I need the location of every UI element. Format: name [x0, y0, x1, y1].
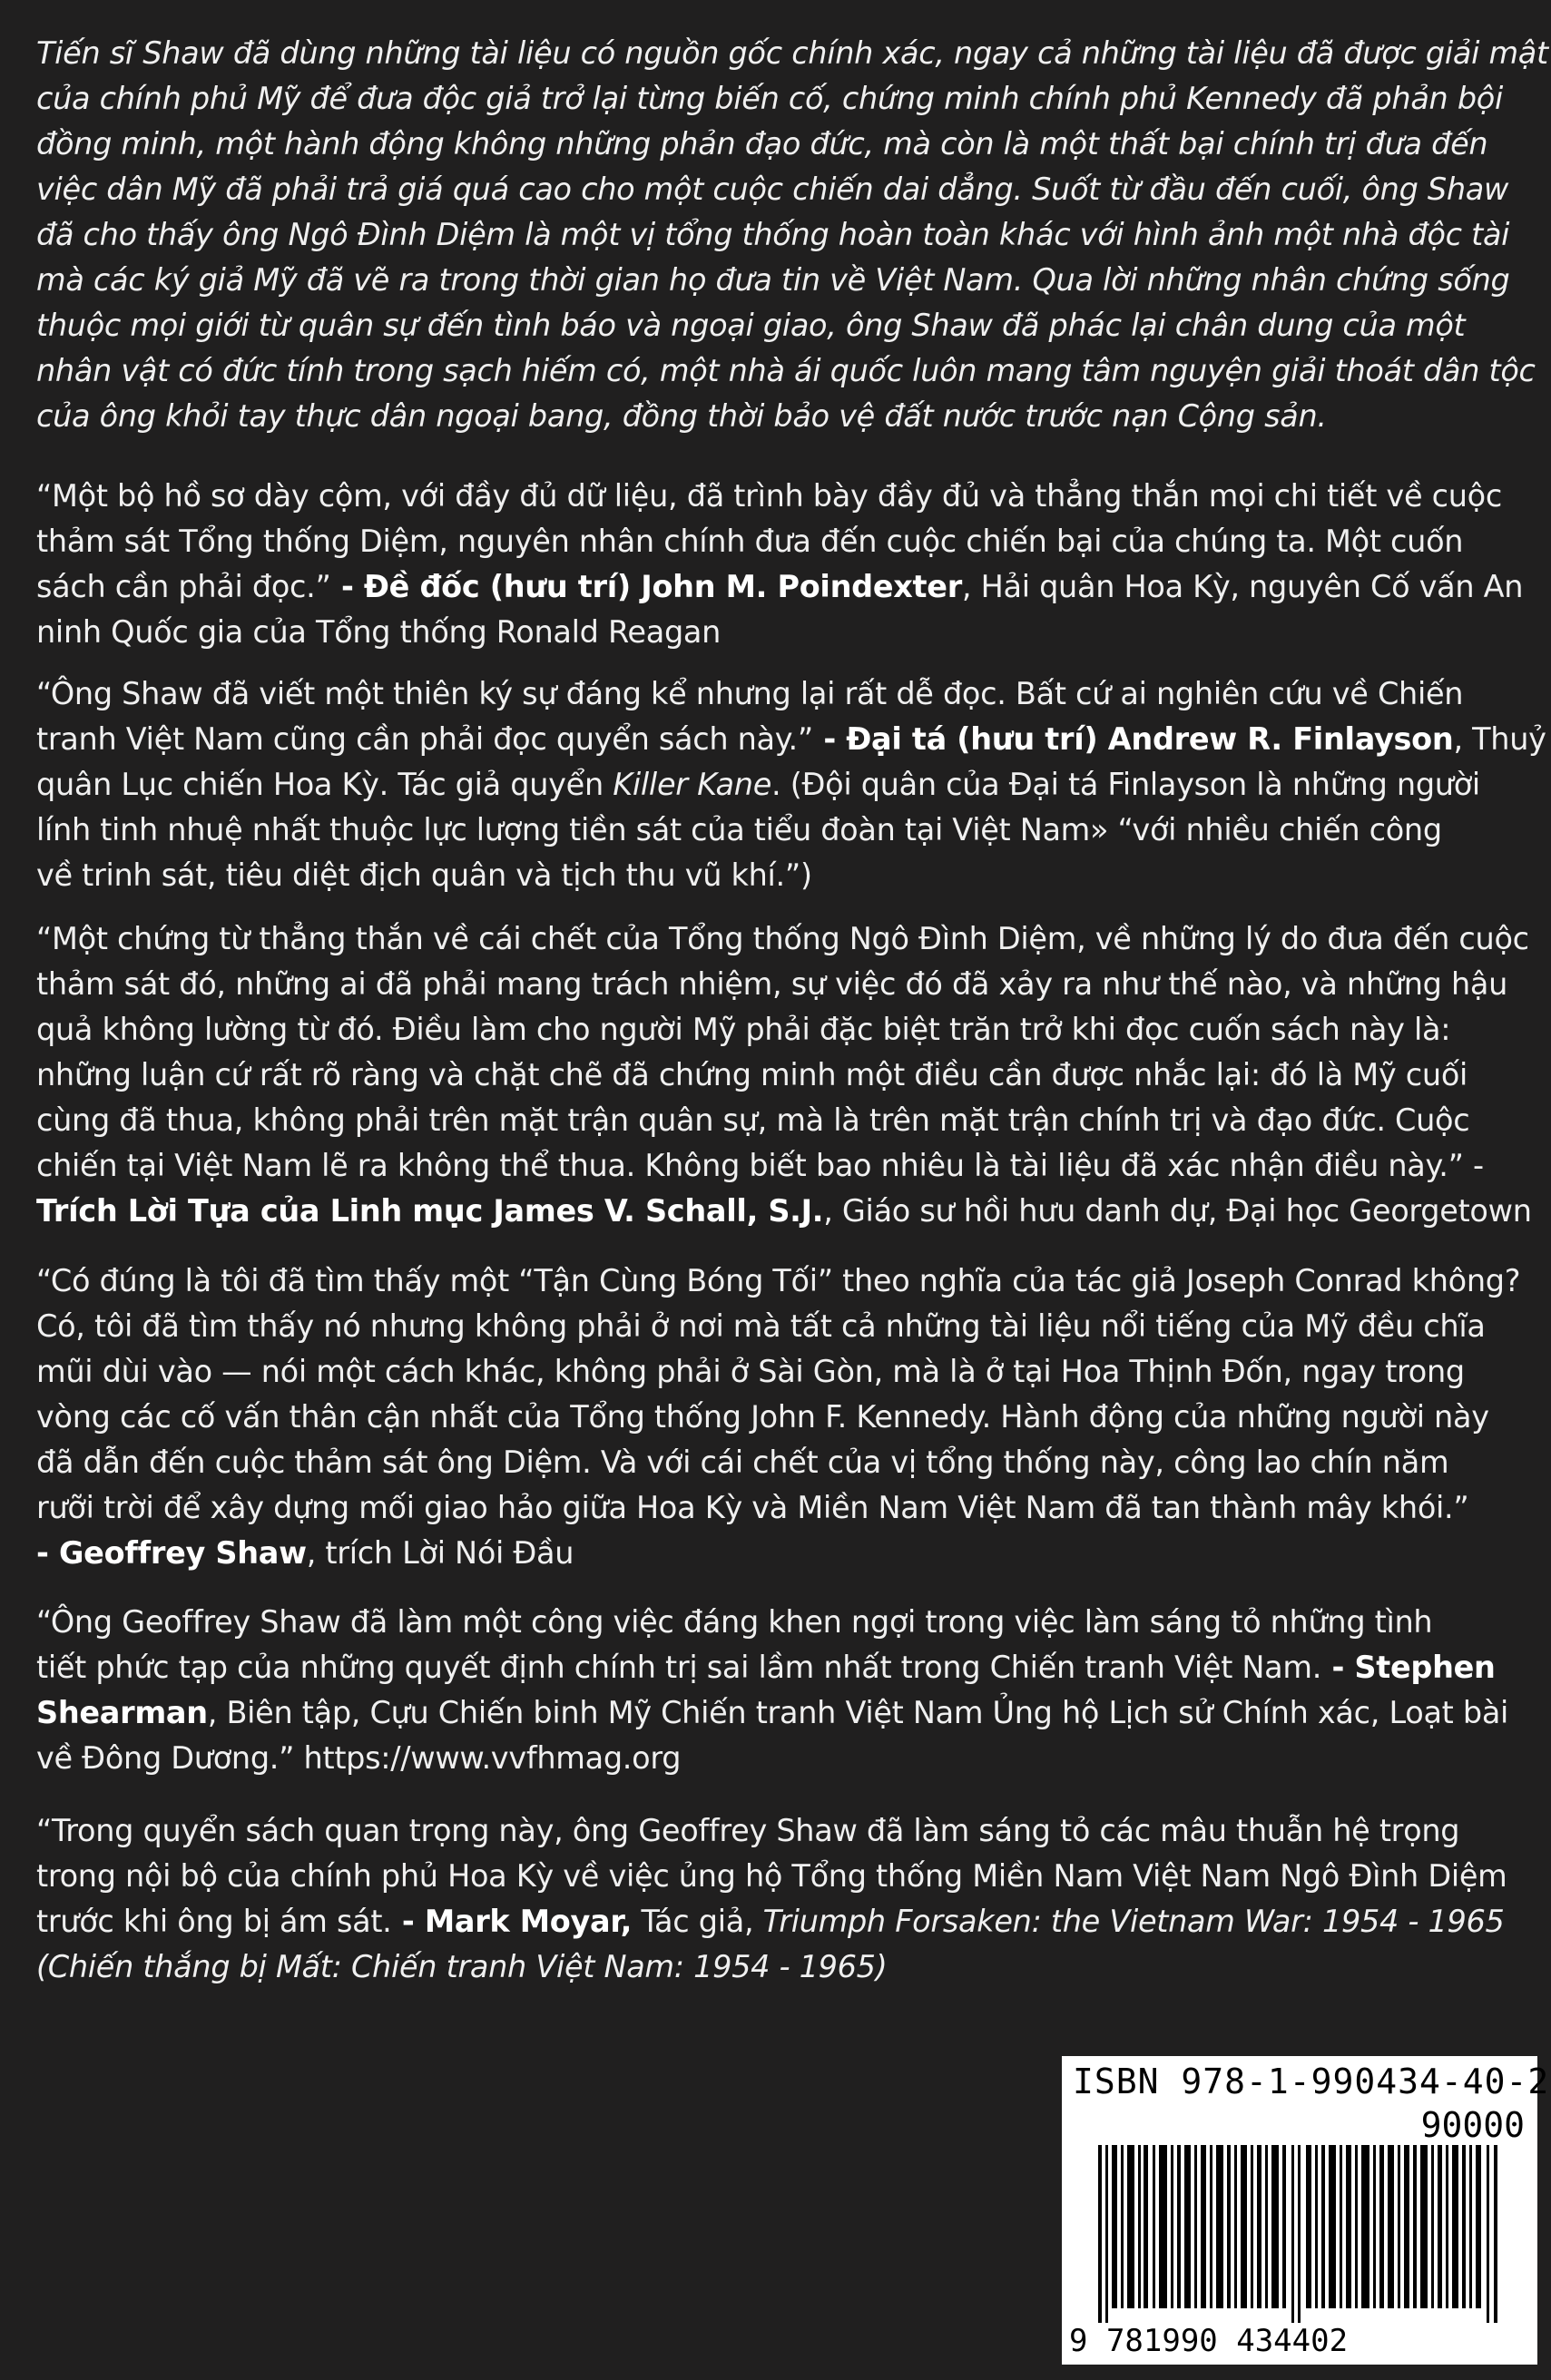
quote-shaw: [36, 1259, 1525, 1576]
book-title: Killer Kane: [613, 767, 772, 802]
quote-line: về Đông Dương.” https://www.vvfhmag.org: [36, 1740, 682, 1776]
quote-text: tiết phức tạp của những quyết định chính trị sai lầm nhất trong Chiến tranh Việt Nam.: [36, 1650, 1322, 1685]
intro-line: của chính phủ Mỹ để đưa độc giả trở lại từng biến cố, chứng minh chính phủ Kennedy đã phản bội: [36, 81, 1504, 116]
quote-line: [36, 1531, 1525, 1576]
quote-line: [36, 1189, 1532, 1234]
quote-line: “Trong quyển sách quan trọng này, ông Geoffrey Shaw đã làm sáng tỏ các mâu thuẫn hệ trọng: [36, 1813, 1460, 1848]
quote-line: [36, 717, 1546, 762]
quote-line: [36, 762, 1525, 808]
quote-line: “Một bộ hồ sơ dày cộm, với đầy đủ dữ liệu, đã trình bày đầy đủ và thẳng thắn mọi chi tiết về cuộc: [36, 478, 1502, 514]
quote-attribution: - Đề đốc (hưu trí) John M. Poindexter: [330, 569, 962, 604]
quote-attribution-detail: , Thuỷ: [1453, 721, 1546, 757]
quote-line: [36, 1690, 1525, 1736]
quote-attribution-detail: , Biên tập, Cựu Chiến binh Mỹ Chiến tranh Việt Nam Ủng hộ Lịch sử Chính xác, Loạt bài: [207, 1695, 1509, 1730]
quote-line: [36, 1645, 1525, 1690]
quote-line: “Ông Geoffrey Shaw đã làm một công việc đáng khen ngợi trong việc làm sáng tỏ những tình: [36, 1604, 1433, 1640]
quote-line: về trinh sát, tiêu diệt địch quân và tịch thu vũ khí.”): [36, 857, 812, 893]
quote-attribution: - Stephen: [1321, 1650, 1496, 1685]
quote-line: “Ông Shaw đã viết một thiên ký sự đáng kể nhưng lại rất dễ đọc. Bất cứ ai nghiên cứu về Chiến: [36, 676, 1464, 711]
intro-paragraph: [36, 31, 1548, 439]
book-title: Triumph Forsaken: the Vietnam War: 1954 - 1965: [762, 1904, 1505, 1939]
quote-line: “Có đúng là tôi đã tìm thấy một “Tận Cùng Bóng Tối” theo nghĩa của tác giả Joseph Conrad không?: [36, 1263, 1521, 1298]
quote-attribution-detail: , trích Lời Nói Đầu: [306, 1535, 574, 1571]
quote-text: quân Lục chiến Hoa Kỳ. Tác giả quyển: [36, 767, 614, 802]
quote-line: quả không lường từ đó. Điều làm cho người Mỹ phải đặc biệt trăn trở khi đọc cuốn sách này là:: [36, 1012, 1451, 1047]
quote-attribution-detail: Tác giả,: [632, 1904, 763, 1939]
intro-line: đã cho thấy ông Ngô Đình Diệm là một vị tổng thống hoàn toàn khác với hình ảnh một nhà độc tài: [36, 217, 1510, 252]
quote-line: thảm sát Tổng thống Diệm, nguyên nhân chính đưa đến cuộc chiến bại của chúng ta. Một cuốn: [36, 524, 1464, 559]
quote-line: trong nội bộ của chính phủ Hoa Kỳ về việc ủng hộ Tổng thống Miền Nam Việt Nam Ngô Đình Diệm: [36, 1858, 1507, 1894]
quote-line: thảm sát đó, những ai đã phải mang trách nhiệm, sự việc đó đã xảy ra như thế nào, và những hậu: [36, 966, 1508, 1002]
barcode-digits: 9 781990 434402: [1069, 2323, 1349, 2359]
quote-line: đã dẫn đến cuộc thảm sát ông Diệm. Và với cái chết của vị tổng thống này, công lao chín năm: [36, 1445, 1449, 1480]
quote-line: (Chiến thắng bị Mất: Chiến tranh Việt Nam: 1954 - 1965): [36, 1949, 888, 1984]
intro-line: đồng minh, một hành động không những phản đạo đức, mà còn là một thất bại chính trị đưa đến: [36, 126, 1488, 162]
quote-line: ninh Quốc gia của Tổng thống Ronald Reagan: [36, 614, 722, 650]
quote-attribution-detail: , Giáo sư hồi hưu danh dự, Đại học Georgetown: [823, 1193, 1532, 1229]
quote-line: chiến tại Việt Nam lẽ ra không thể thua. Không biết bao nhiêu là tài liệu đã xác nhận điều này.” -: [36, 1148, 1484, 1183]
isbn-number: ISBN 978-1-990434-40-2: [1073, 2062, 1550, 2101]
quote-line: cùng đã thua, không phải trên mặt trận quân sự, mà là trên mặt trận chính trị và đạo đức. Cuộc: [36, 1102, 1470, 1138]
quote-line: Có, tôi đã tìm thấy nó nhưng không phải ở nơi mà tất cả những tài liệu nổi tiếng của Mỹ đều chĩa: [36, 1308, 1486, 1344]
quote-schall: [36, 916, 1532, 1234]
intro-line: của ông khỏi tay thực dân ngoại bang, đồng thời bảo vệ đất nước trước nạn Cộng sản.: [36, 398, 1327, 434]
intro-line: Tiến sĩ Shaw đã dùng những tài liệu có nguồn gốc chính xác, ngay cả những tài liệu đã được giải mật: [36, 35, 1548, 71]
quote-line: vòng các cố vấn thân cận nhất của Tổng thống John F. Kennedy. Hành động của những người này: [36, 1399, 1489, 1435]
quote-finlayson: [36, 671, 1546, 898]
intro-line: nhân vật có đức tính trong sạch hiếm có, một nhà ái quốc luôn mang tâm nguyện giải thoát dân tộc: [36, 353, 1536, 388]
intro-line: mà các ký giả Mỹ đã vẽ ra trong thời gian họ đưa tin về Việt Nam. Qua lời những nhân chứng sống: [36, 262, 1510, 298]
quote-text: trước khi ông bị ám sát.: [36, 1904, 392, 1939]
quote-moyar: [36, 1808, 1525, 1990]
quote-line: lính tinh nhuệ nhất thuộc lực lượng tiền sát của tiểu đoàn tại Việt Nam» “với nhiều chiến công: [36, 812, 1442, 847]
quote-line: [36, 1899, 1525, 1944]
quote-poindexter: [36, 474, 1525, 655]
quote-line: mũi dùi vào — nói một cách khác, không phải ở Sài Gòn, mà là ở tại Hoa Thịnh Đốn, ngay trong: [36, 1354, 1465, 1389]
quote-attribution: - Geoffrey Shaw: [36, 1535, 307, 1571]
intro-line: việc dân Mỹ đã phải trả giá quá cao cho một cuộc chiến dai dẳng. Suốt từ đầu đến cuối, ông Shaw: [36, 171, 1509, 207]
isbn-barcode: [1062, 2056, 1550, 2365]
quote-line: [36, 564, 1525, 610]
quote-attribution: Trích Lời Tựa của Linh mục James V. Schall, S.J.: [36, 1193, 824, 1229]
quote-attribution: - Đại tá (hưu trí) Andrew R. Finlayson: [812, 721, 1454, 757]
quote-line: rưỡi trời để xây dựng mối giao hảo giữa Hoa Kỳ và Miền Nam Việt Nam đã tan thành mây khói.”: [36, 1490, 1469, 1525]
quote-shearman: [36, 1600, 1525, 1781]
quote-attribution-detail: , Hải quân Hoa Kỳ, nguyên Cố vấn An: [961, 569, 1524, 604]
quote-line: những luận cứ rất rõ ràng và chặt chẽ đã chứng minh một điều cần được nhắc lại: đó là Mỹ cuối: [36, 1057, 1468, 1092]
quote-line: “Một chứng từ thẳng thắn về cái chết của Tổng thống Ngô Đình Diệm, về những lý do đưa đến cuộc: [36, 921, 1529, 956]
quote-attribution: Shearman: [36, 1695, 208, 1730]
barcode-bars: [1098, 2145, 1507, 2323]
quote-text: sách cần phải đọc.”: [36, 569, 331, 604]
price-code: 90000: [1420, 2105, 1525, 2145]
quote-text: . (Đội quân của Đại tá Finlayson là những người: [771, 767, 1480, 802]
quote-text: tranh Việt Nam cũng cần phải đọc quyển sách này.”: [36, 721, 813, 757]
intro-line: thuộc mọi giới từ quân sự đến tình báo và ngoại giao, ông Shaw đã phác lại chân dung của một: [36, 308, 1466, 343]
quote-attribution: - Mark Moyar,: [391, 1904, 633, 1939]
